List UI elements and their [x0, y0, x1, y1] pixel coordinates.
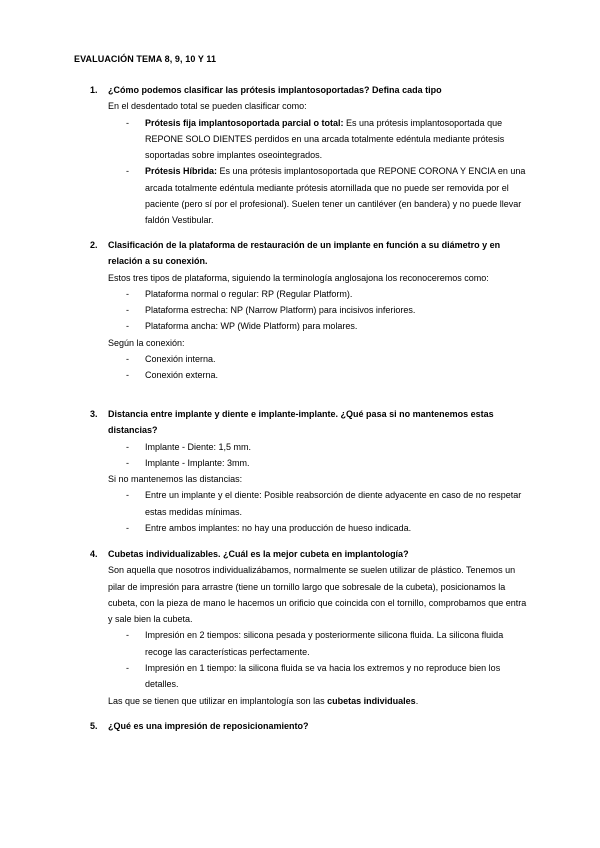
question-number: 4.	[90, 549, 98, 559]
question-number: 1.	[90, 85, 98, 95]
question-3	[90, 406, 530, 536]
question-4	[90, 546, 530, 709]
item-text: Impresión en 2 tiempos: silicona pesada y posteriormente silicona fluida. La silicona fluida recoge las características perfectamente.	[145, 630, 504, 657]
list-item	[90, 520, 530, 536]
list-item	[90, 439, 530, 455]
answer-paragraph: Son aquella que nosotros individualizábamos, normalmente se suelen utilizar de plástico. Tenemos un pilar de impresión para arrastre (tiene un tornillo largo que sobresale de la cubeta), posicionamos la cubeta, con la pieza de mano le hacemos un orificio que coincida con el tornillo, comprobamos que entra y sale bien la cubeta.	[108, 565, 527, 625]
question-number: 2.	[90, 240, 98, 250]
list-item	[90, 163, 530, 228]
dash-bullet: -	[126, 370, 129, 381]
question-title: ¿Qué es una impresión de reposicionamiento?	[108, 721, 309, 731]
dash-bullet: -	[126, 321, 129, 332]
item-text: Conexión interna.	[145, 354, 216, 365]
item-term: Prótesis Híbrida:	[145, 166, 218, 177]
answer-closing	[90, 693, 530, 709]
item-text: Plataforma normal o regular: RP (Regular Platform).	[145, 288, 353, 299]
question-number: 5.	[90, 721, 98, 731]
item-text: Conexión externa.	[145, 370, 219, 381]
impression-list	[90, 627, 530, 692]
question-2	[90, 237, 530, 384]
question-title: Cubetas individualizables. ¿Cuál es la mejor cubeta en implantología?	[108, 549, 409, 559]
consequence-intro: Si no mantenemos las distancias:	[108, 474, 243, 485]
connection-list	[90, 351, 530, 384]
question-heading	[90, 546, 530, 562]
prosthesis-type-list	[90, 115, 530, 229]
dash-bullet: -	[126, 166, 129, 177]
list-item	[90, 660, 530, 693]
list-item	[90, 627, 530, 660]
item-text: Entre ambos implantes: no hay una producción de hueso indicada.	[145, 523, 412, 534]
closing-text: Las que se tienen que utilizar en implantología son las	[108, 695, 328, 706]
answer-intro: En el desdentado total se pueden clasificar como:	[108, 101, 307, 112]
item-text: Es una prótesis implantosoportada que REPONE SOLO DIENTES perdidos en una arcada totalmente edéntula mediante prótesis soportadas sobre implantes oseointegrados.	[145, 117, 505, 161]
list-item	[90, 318, 530, 334]
list-item	[90, 351, 530, 367]
question-title: ¿Cómo podemos clasificar las prótesis implantosoportadas? Defina cada tipo	[108, 85, 442, 95]
dash-bullet: -	[126, 630, 129, 641]
platform-list	[90, 286, 530, 335]
item-text: Implante - Implante: 3mm.	[145, 457, 250, 468]
list-item	[90, 487, 530, 520]
question-heading	[90, 237, 530, 270]
list-item	[90, 286, 530, 302]
dash-bullet: -	[126, 457, 129, 468]
item-term: Prótesis fija implantosoportada parcial o total:	[145, 117, 344, 128]
list-item	[90, 367, 530, 383]
dash-bullet: -	[126, 663, 129, 674]
answer-intro: Estos tres tipos de plataforma, siguiendo la terminología anglosajona los reconoceremos como:	[108, 272, 489, 283]
question-heading	[90, 406, 530, 439]
question-heading	[90, 718, 530, 734]
question-title: Clasificación de la plataforma de restauración de un implante en función a su diámetro y en relación a su conexión.	[108, 240, 501, 267]
dash-bullet: -	[126, 354, 129, 365]
list-item	[90, 115, 530, 164]
connection-intro: Según la conexión:	[108, 337, 185, 348]
distance-list	[90, 439, 530, 472]
closing-end: .	[415, 695, 419, 706]
question-number: 3.	[90, 409, 98, 419]
item-text: Implante - Diente: 1,5 mm.	[145, 441, 252, 452]
item-text: Impresión en 1 tiempo: la silicona fluida se va hacia los extremos y no reproduce bien los detalles.	[145, 663, 501, 690]
question-title: Distancia entre implante y diente e implante-implante. ¿Qué pasa si no mantenemos estas distancias?	[108, 409, 494, 436]
document-title: EVALUACIÓN TEMA 8, 9, 10 Y 11	[74, 54, 217, 64]
list-item	[90, 302, 530, 318]
dash-bullet: -	[126, 523, 129, 534]
question-1	[90, 82, 530, 229]
dash-bullet: -	[126, 490, 129, 501]
dash-bullet: -	[126, 441, 129, 452]
dash-bullet: -	[126, 305, 129, 316]
item-text: Plataforma ancha: WP (Wide Platform) para molares.	[145, 321, 358, 332]
dash-bullet: -	[126, 288, 129, 299]
question-heading	[90, 82, 530, 98]
item-text: Plataforma estrecha: NP (Narrow Platform) para incisivos inferiores.	[145, 305, 416, 316]
item-text: Es una prótesis implantosoportada que REPONE CORONA Y ENCIA en una arcada totalmente edéntula mediante prótesis atornillada que no puede ser removida por el paciente (pero sí por el profesional). Suelen tener un cantiléver (en bandera) y no puede llevar faldón Vestibular.	[145, 166, 526, 226]
item-text: Entre un implante y el diente: Posible reabsorción de diente adyacente en caso de no respetar estas medidas mínimas.	[145, 490, 522, 517]
consequence-list	[90, 487, 530, 536]
dash-bullet: -	[126, 117, 129, 128]
list-item	[90, 455, 530, 471]
closing-emphasis: cubetas individuales	[327, 695, 416, 706]
question-5	[90, 718, 530, 734]
